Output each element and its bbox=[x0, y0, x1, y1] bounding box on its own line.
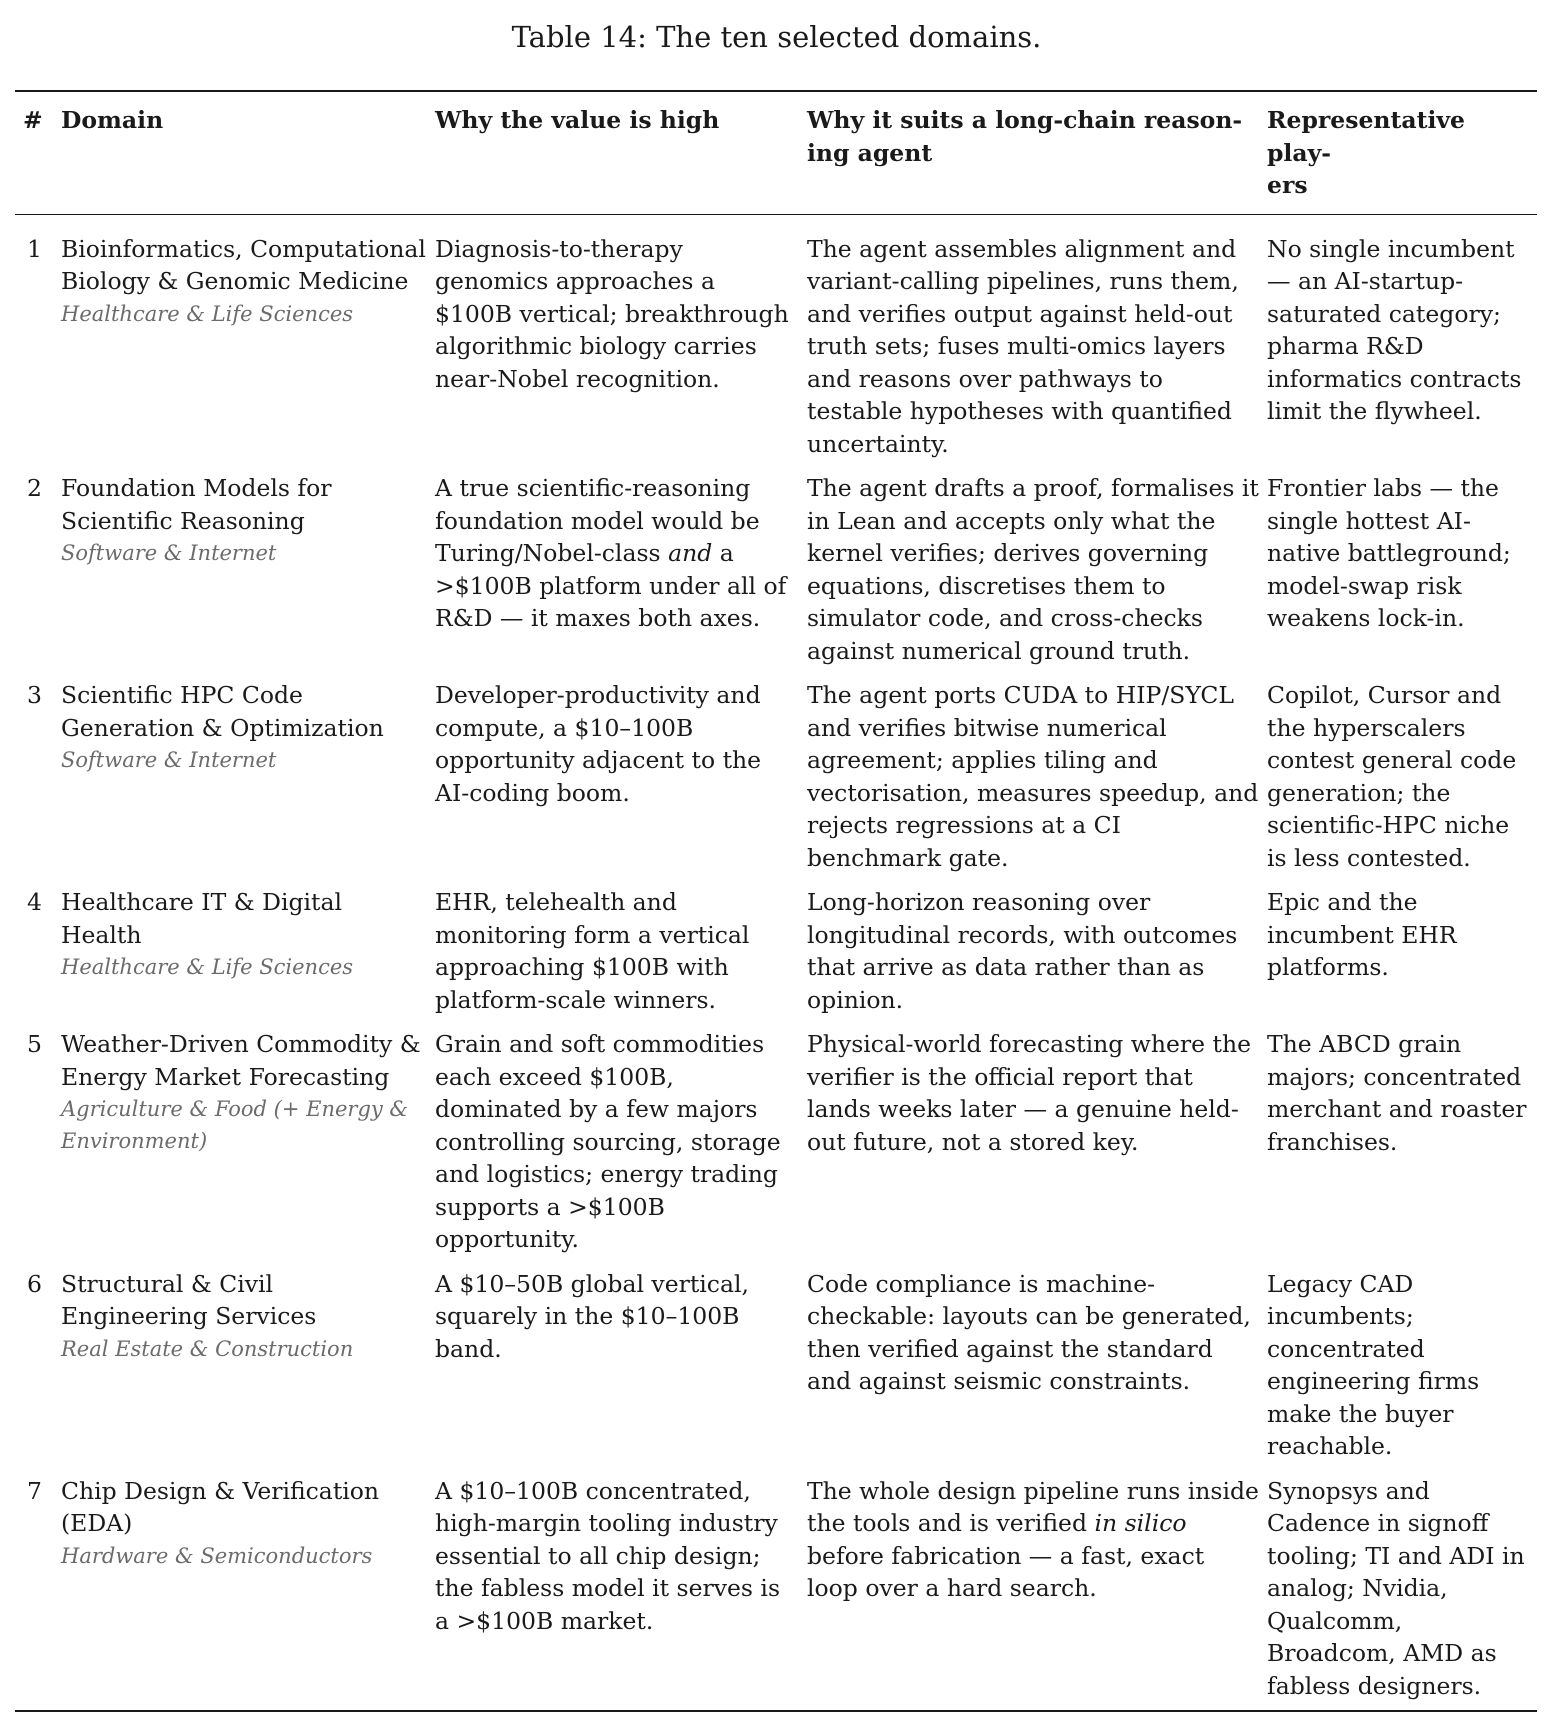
table-row bbox=[15, 667, 1537, 874]
row-number: 7 bbox=[27, 1476, 42, 1505]
row-number: 1 bbox=[27, 234, 42, 263]
players-cell: Legacy CAD incumbents; concentrated engineering firms make the buyer reachable. bbox=[1267, 1269, 1480, 1460]
row-number: 6 bbox=[27, 1269, 42, 1298]
players-cell: Synopsys and Cadence in signoff tooling; TI and ADI in analog; Nvidia, Qualcomm, Broadcom, AMD as fabless designers. bbox=[1267, 1476, 1525, 1700]
row-number: 4 bbox=[27, 888, 42, 916]
row-number: 5 bbox=[27, 1030, 42, 1058]
row-number: 2 bbox=[27, 474, 42, 502]
domain-cell bbox=[61, 886, 435, 1016]
value-text-before: A true scientific-reasoning foundation model would be Turing/Nobel-class bbox=[435, 474, 760, 567]
table-row bbox=[15, 460, 1537, 667]
value-cell: Diagnosis-to-therapy genomics approaches a $100B vertical; breakthrough algorithmic biology carries near-Nobel recognition. bbox=[435, 234, 789, 393]
players-cell: No single incumbent — an AI-startup-saturated category; pharma R&D informatics contracts limit the flywheel. bbox=[1267, 234, 1522, 425]
value-cell: EHR, telehealth and monitoring form a vertical approaching $100B with platform-scale winners. bbox=[435, 888, 750, 1014]
suits-cell: Physical-world forecasting where the verifier is the official report that lands weeks later — a genuine held-out future, not a stored key. bbox=[807, 1030, 1252, 1156]
domain-sector: Healthcare & Life Sciences bbox=[61, 955, 354, 979]
domain-name: Structural & Civil Engineering Services bbox=[61, 1269, 317, 1330]
domain-name: Scientific HPC Code Generation & Optimization bbox=[61, 681, 384, 742]
value-cell bbox=[435, 472, 807, 667]
value-cell: Grain and soft commodities each exceed $100B, dominated by a few majors controlling sourcing, storage and logistics; energy trading supports a >$100B opportunity. bbox=[435, 1030, 781, 1253]
value-cell: Developer-productivity and compute, a $10–100B opportunity adjacent to the AI-coding boom. bbox=[435, 681, 762, 807]
domain-cell bbox=[61, 1028, 435, 1256]
players-cell: Frontier labs — the single hottest AI-native battleground; model-swap risk weakens lock-in. bbox=[1267, 474, 1511, 632]
suits-text-before: The whole design pipeline runs inside the tools and is verified bbox=[807, 1476, 1259, 1537]
suits-text-after: before fabrication — a fast, exact loop over a hard search. bbox=[807, 1541, 1205, 1602]
header-players: Representative play- ers bbox=[1267, 106, 1465, 199]
suits-cell: The agent drafts a proof, formalises it in Lean and accepts only what the kernel verifies; derives governing equations, discretises them to simulator code, and cross-checks against numerical ground truth. bbox=[807, 474, 1259, 665]
value-cell: A $10–50B global vertical, squarely in the $10–100B band. bbox=[435, 1269, 749, 1363]
table-body bbox=[15, 215, 1537, 1703]
table-caption: Table 14: The ten selected domains. bbox=[511, 20, 1042, 54]
domain-name: Weather-Driven Commodity & Energy Market Forecasting bbox=[61, 1030, 421, 1091]
domains-table bbox=[15, 90, 1537, 1712]
header-value: Why the value is high bbox=[435, 106, 720, 134]
table-row bbox=[15, 1463, 1537, 1703]
players-cell: The ABCD grain majors; concentrated merchant and roaster franchises. bbox=[1267, 1030, 1527, 1156]
domain-sector: Agriculture & Food (+ Energy & Environment) bbox=[61, 1097, 409, 1153]
table-row bbox=[15, 1016, 1537, 1256]
header-num: # bbox=[23, 106, 43, 134]
suits-cell: The agent assembles alignment and variant-calling pipelines, runs them, and verifies output against held-out truth sets; fuses multi-omics layers and reasons over pathways to testable hypotheses with quantified uncertainty. bbox=[807, 234, 1239, 458]
domain-cell bbox=[61, 233, 435, 461]
domain-name: Healthcare IT & Digital Health bbox=[61, 888, 342, 949]
domain-sector: Real Estate & Construction bbox=[61, 1336, 354, 1361]
value-text-after: a >$100B platform under all of R&D — it maxes both axes. bbox=[435, 539, 787, 632]
value-text-emphasis: and bbox=[668, 539, 713, 567]
domain-sector: Software & Internet bbox=[61, 541, 277, 565]
table-row bbox=[15, 874, 1537, 1016]
suits-cell: Code compliance is machine-checkable: layouts can be generated, then verified against the standard and against seismic constraints. bbox=[807, 1269, 1251, 1395]
table-header-row bbox=[15, 92, 1537, 214]
suits-cell: The agent ports CUDA to HIP/SYCL and verifies bitwise numerical agreement; applies tiling and vectorisation, measures speedup, and rejects regressions at a CI benchmark gate. bbox=[807, 681, 1259, 872]
suits-cell bbox=[807, 1475, 1267, 1703]
domain-name: Bioinformatics, Computational Biology & Genomic Medicine bbox=[61, 234, 426, 295]
players-cell: Epic and the incumbent EHR platforms. bbox=[1267, 888, 1457, 981]
domain-cell bbox=[61, 679, 435, 874]
header-suits: Why it suits a long-chain reason- ing agent bbox=[807, 106, 1243, 167]
domain-name: Foundation Models for Scientific Reasoning bbox=[61, 474, 332, 535]
domain-sector: Software & Internet bbox=[61, 748, 277, 772]
domain-cell bbox=[61, 1268, 435, 1463]
value-cell: A $10–100B concentrated, high-margin tooling industry essential to all chip design; the fabless model it serves is a >$100B market. bbox=[435, 1476, 781, 1635]
table-row bbox=[15, 221, 1537, 461]
suits-text-emphasis: in silico bbox=[1094, 1509, 1187, 1537]
suits-cell: Long-horizon reasoning over longitudinal records, with outcomes that arrive as data rather than as opinion. bbox=[807, 888, 1238, 1014]
players-cell: Copilot, Cursor and the hyperscalers contest general code generation; the scientific-HPC niche is less contested. bbox=[1267, 681, 1517, 872]
domain-cell bbox=[61, 1475, 435, 1703]
domain-cell bbox=[61, 472, 435, 667]
domain-sector: Hardware & Semiconductors bbox=[61, 1543, 373, 1568]
domain-sector: Healthcare & Life Sciences bbox=[61, 301, 354, 326]
domain-name: Chip Design & Verification (EDA) bbox=[61, 1476, 380, 1537]
header-domain: Domain bbox=[61, 106, 164, 134]
table-row bbox=[15, 1256, 1537, 1463]
row-number: 3 bbox=[27, 681, 42, 709]
